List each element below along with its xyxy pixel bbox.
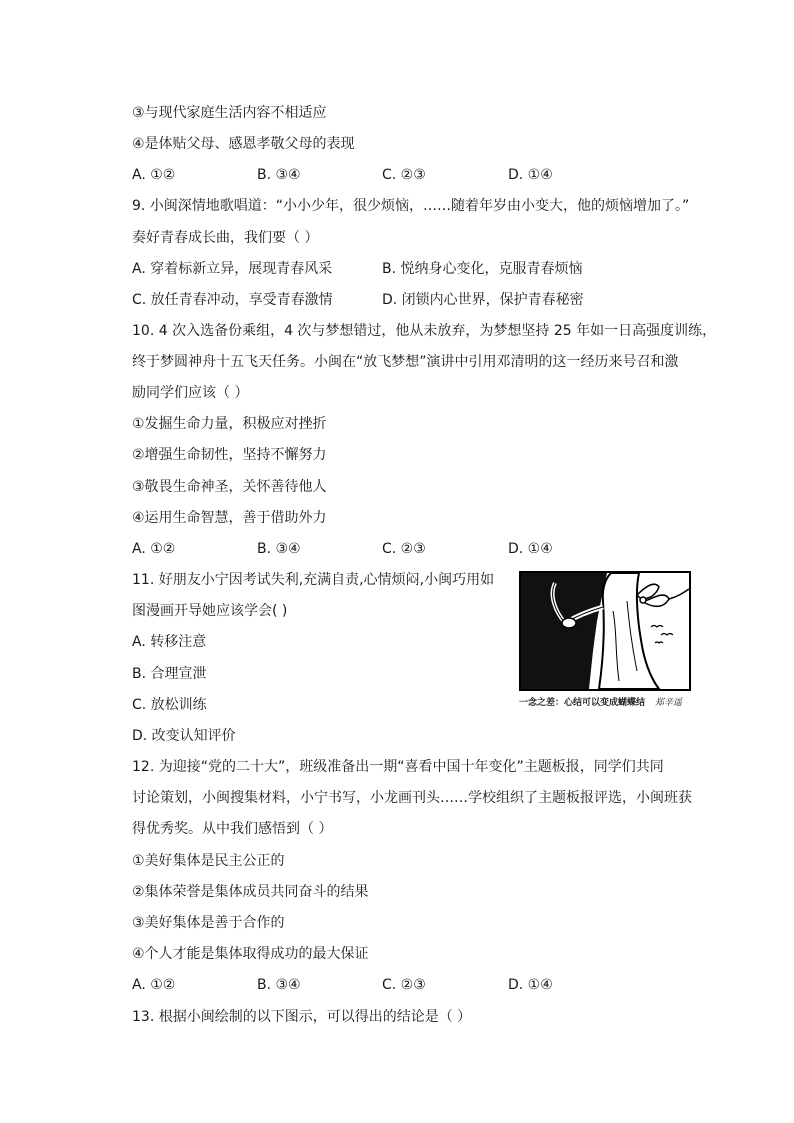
option-item: ③美好集体是善于合作的 (132, 915, 285, 931)
option-item: ③与现代家庭生活内容不相适应 (132, 105, 327, 121)
option-d[interactable]: D. ①④ (508, 541, 553, 557)
question-9-stem: 9. 小闽深情地歌唱道：“小小少年，很少烦恼，……随着年岁由小变大，他的烦恼增加了。” (132, 198, 690, 214)
option-item: ④个人才能是集体取得成功的最大保证 (132, 946, 369, 962)
question-13-stem: 13. 根据小闽绘制的以下图示，可以得出的结论是（ ） (132, 1009, 472, 1025)
option-a[interactable]: A. ①② (132, 977, 176, 993)
option-item: ②增强生命韧性，坚持不懈努力 (132, 447, 327, 463)
option-b[interactable]: B. ③④ (257, 977, 301, 993)
option-a[interactable]: A. 穿着标新立异，展现青春风采 (132, 261, 333, 277)
option-item: ④运用生命智慧，善于借助外力 (132, 510, 327, 526)
cartoon-caption (519, 697, 691, 709)
artist-signature: 郑辛遥 (655, 698, 683, 708)
option-a[interactable]: A. 转移注意 (132, 634, 207, 650)
tree-bow-cartoon-image (519, 571, 691, 691)
question-10-stem: 励同学们应该（ ） (132, 385, 249, 401)
option-item: ④是体贴父母、感恩孝敬父母的表现 (132, 136, 355, 152)
option-d[interactable]: D. 改变认知评价 (132, 728, 236, 744)
option-d[interactable]: D. ①④ (508, 167, 553, 183)
answer-options (132, 290, 692, 310)
answer-options (132, 259, 692, 279)
question-11-stem: 图漫画开导她应该学会( ) (132, 603, 288, 619)
option-c[interactable]: C. ②③ (382, 541, 426, 557)
question-9-stem: 奏好青春成长曲，我们要（ ） (132, 230, 319, 246)
question-12-stem: 得优秀奖。从中我们感悟到（ ） (132, 821, 333, 837)
answer-options (132, 539, 692, 559)
option-a[interactable]: A. ①② (132, 541, 176, 557)
question-10-stem: 终于梦圆神舟十五飞天任务。小闽在“放飞梦想”演讲中引用邓清明的这一经历来号召和激 (132, 354, 679, 370)
caption-text: 一念之差：心结可以变成蝴蝶结 (519, 698, 646, 708)
option-c[interactable]: C. 放松训练 (132, 697, 207, 713)
option-b[interactable]: B. 合理宣泄 (132, 666, 207, 682)
option-c[interactable]: C. 放任青春冲动，享受青春激情 (132, 292, 333, 308)
option-b[interactable]: B. ③④ (257, 167, 301, 183)
option-item: ②集体荣誉是集体成员共同奋斗的结果 (132, 884, 369, 900)
option-c[interactable]: C. ②③ (382, 977, 426, 993)
question-12-stem: 12. 为迎接“党的二十大”，班级准备出一期“喜看中国十年变化”主题板报，同学们共同 (132, 759, 664, 775)
option-item: ①美好集体是民主公正的 (132, 853, 285, 869)
option-d[interactable]: D. ①④ (508, 977, 553, 993)
answer-options (132, 165, 692, 185)
option-a[interactable]: A. ①② (132, 167, 176, 183)
option-item: ③敬畏生命神圣，关怀善待他人 (132, 479, 327, 495)
option-c[interactable]: C. ②③ (382, 167, 426, 183)
question-10-stem: 10. 4 次入选备份乘组，4 次与梦想错过，他从未放弃，为梦想坚持 25 年如一日高强度训练， (132, 323, 717, 339)
option-item: ①发掘生命力量，积极应对挫折 (132, 416, 327, 432)
question-11-stem: 11. 好朋友小宁因考试失利,充满自责,心情烦闷,小闽巧用如 (132, 572, 495, 588)
option-b[interactable]: B. 悦纳身心变化，克服青春烦恼 (382, 261, 583, 277)
question-12-stem: 讨论策划，小闽搜集材料，小宁书写，小龙画刊头……学校组织了主题板报评选，小闽班获 (132, 790, 692, 806)
option-b[interactable]: B. ③④ (257, 541, 301, 557)
answer-options (132, 975, 692, 995)
option-d[interactable]: D. 闭锁内心世界，保护青春秘密 (382, 292, 584, 308)
